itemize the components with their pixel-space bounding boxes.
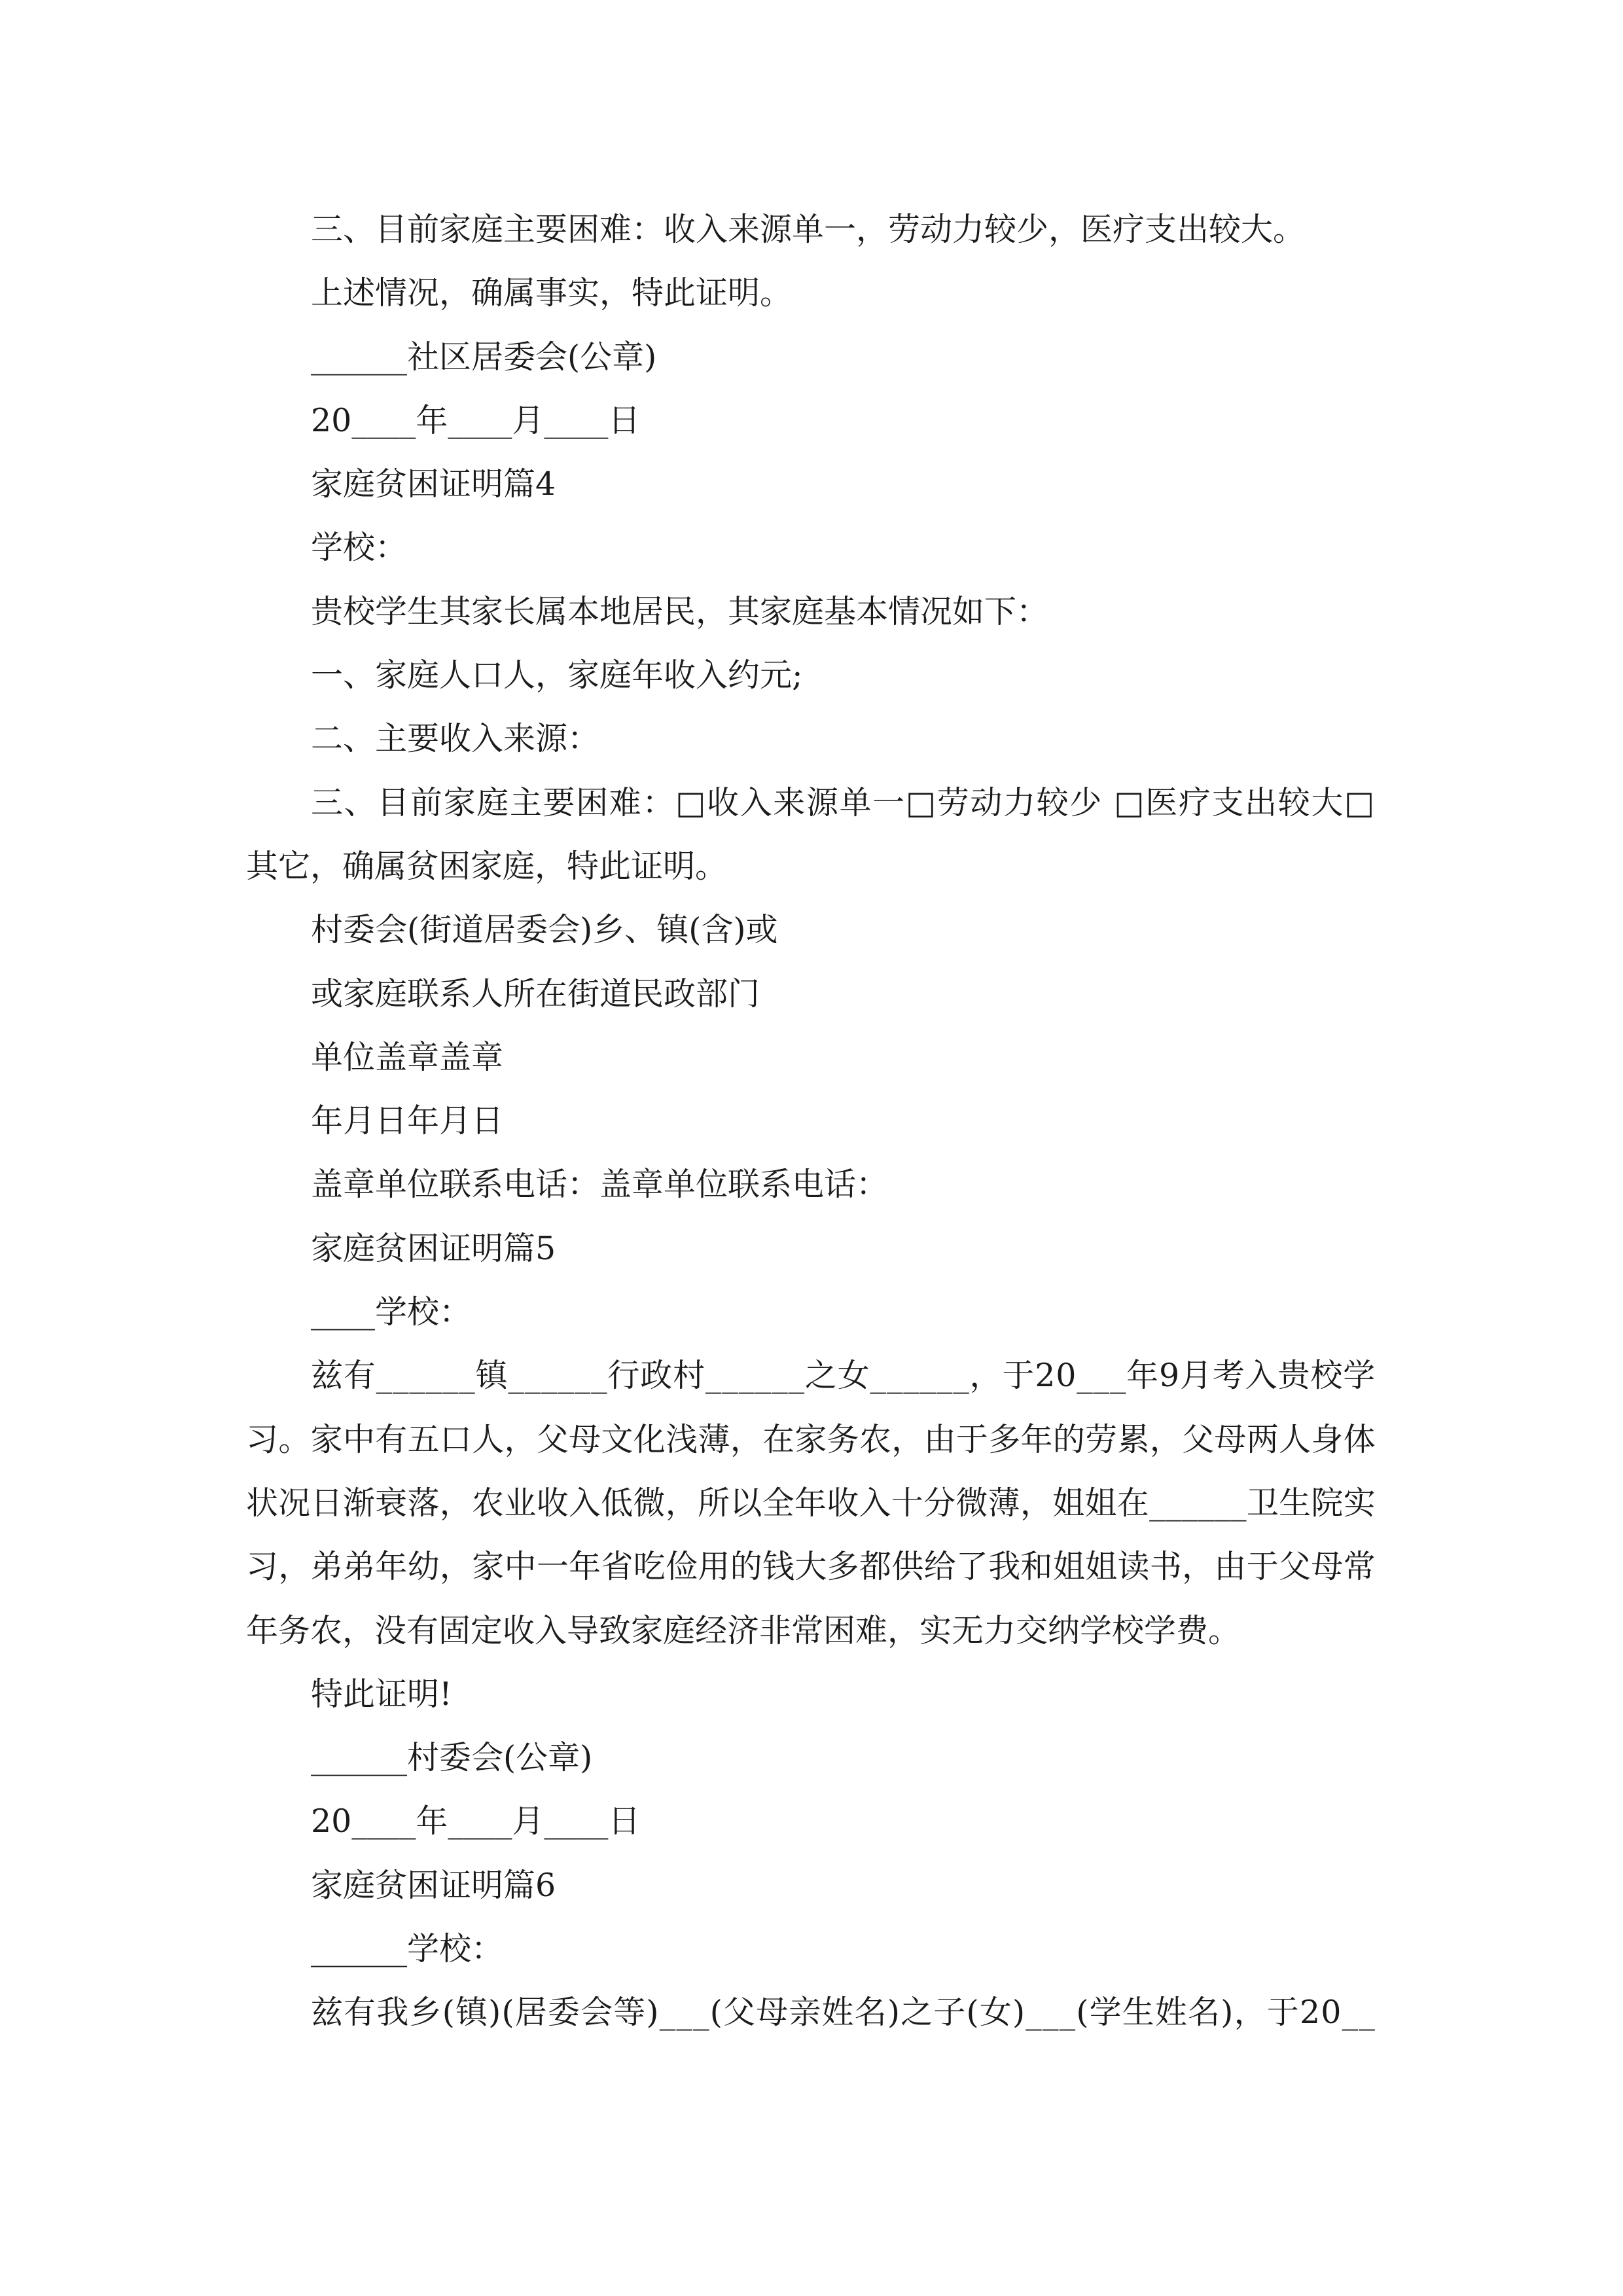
certification-statement: 上述情况，确属事实，特此证明。	[311, 274, 793, 312]
body-line: 兹有我乡(镇)(居委会等)___(父母亲姓名)之子(女)___(学生姓名)，于20__	[311, 1994, 1376, 2032]
signature-line-village: 村委会(街道居委会)乡、镇(含)或	[311, 911, 778, 949]
signature-line-civil-affairs: 或家庭联系人所在街道民政部门	[311, 975, 760, 1013]
item-income-source: 二、主要收入来源：	[311, 720, 600, 758]
body-line: 状况日渐衰落，农业收入低微，所以全年收入十分微薄，姐姐在______卫生院实	[246, 1484, 1376, 1522]
document-body	[246, 198, 1376, 2045]
signature-line-dates: 年月日年月日	[311, 1102, 504, 1140]
salutation-school: ____学校：	[311, 1293, 472, 1331]
signature-line-seal: 单位盖章盖章	[311, 1038, 504, 1076]
body-line: 习，弟弟年幼，家中一年省吃俭用的钱大多都供给了我和姐姐读书，由于父母常	[246, 1548, 1376, 1586]
seal-line-village: ______村委会(公章)	[311, 1739, 593, 1777]
seal-line-community: ______社区居委会(公章)	[311, 338, 657, 376]
date-line: 20____年____月____日	[311, 401, 641, 439]
section-title-5: 家庭贫困证明篇5	[311, 1229, 556, 1267]
body-line: 兹有______镇______行政村______之女______，于20___年9月考入贵校学	[311, 1357, 1376, 1395]
salutation-school: ______学校：	[311, 1930, 504, 1968]
intro-line: 贵校学生其家长属本地居民，其家庭基本情况如下：	[311, 592, 1049, 630]
item-household: 一、家庭人口人，家庭年收入约元;	[311, 656, 803, 694]
signature-line-phone: 盖章单位联系电话：盖章单位联系电话：	[311, 1166, 889, 1204]
section-title-4: 家庭贫困证明篇4	[311, 465, 556, 503]
salutation-school: 学校：	[311, 529, 408, 567]
closing-statement: 特此证明!	[311, 1675, 452, 1713]
certification-statement: 其它，确属贫困家庭，特此证明。	[246, 847, 728, 885]
difficulty-line: 三、目前家庭主要困难：收入来源单一，劳动力较少，医疗支出较大。	[311, 211, 1306, 248]
body-line: 年务农，没有固定收入导致家庭经济非常困难，实无力交纳学校学费。	[246, 1611, 1241, 1649]
section-title-6: 家庭贫困证明篇6	[311, 1866, 556, 1904]
item-difficulties-checkboxes: 三、目前家庭主要困难：□收入来源单一□劳动力较少 □医疗支出较大□	[311, 783, 1376, 821]
body-line: 习。家中有五口人，父母文化浅薄，在家务农，由于多年的劳累，父母两人身体	[246, 1420, 1376, 1458]
date-line: 20____年____月____日	[311, 1803, 641, 1840]
